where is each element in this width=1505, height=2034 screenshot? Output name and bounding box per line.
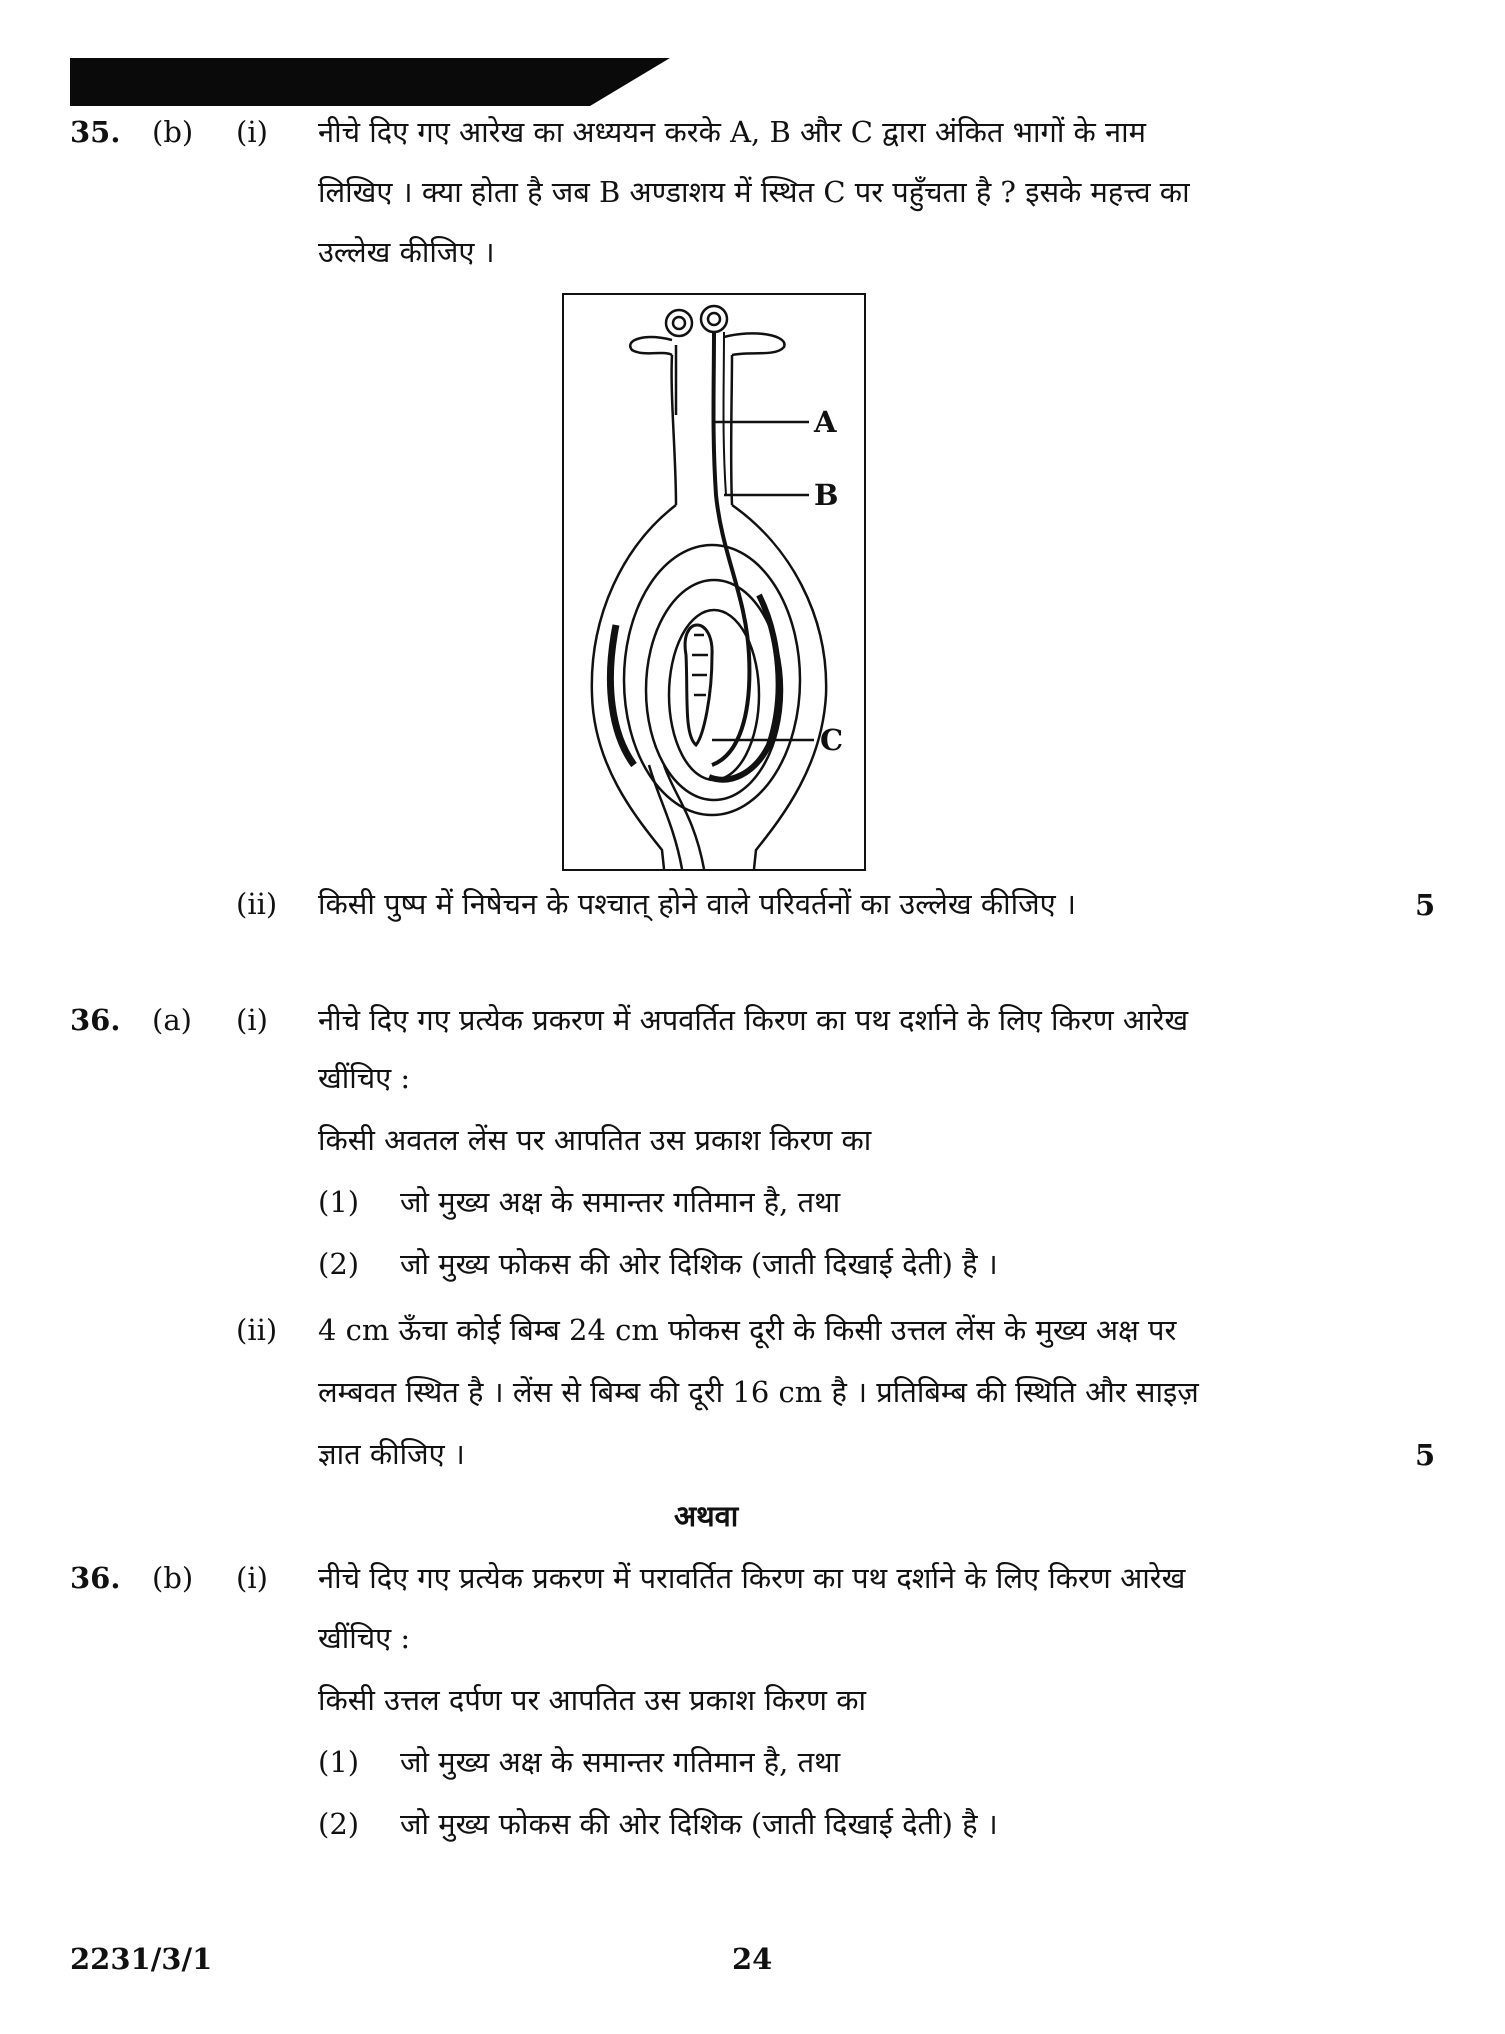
pollen-grain-icon [666,310,692,336]
question-text-line: खींचिए : [318,1061,411,1095]
pistil-diagram [562,293,866,871]
question-text-line: किसी उत्तल दर्पण पर आपतित उस प्रकाश किरण का [318,1683,866,1717]
list-item-number: (1) [318,1745,360,1779]
list-item-number: (2) [318,1807,360,1841]
question-number: 36. [70,1561,121,1595]
question-text-line: खींचिए : [318,1621,411,1655]
question-part: (b) [152,1561,194,1595]
question-text-line: उल्लेख कीजिए । [318,235,495,269]
question-number: 36. [70,1003,121,1037]
question-text-line: नीचे दिए गए प्रत्येक प्रकरण में अपवर्तित किरण का पथ दर्शाने के लिए किरण आरेख [318,1003,1189,1037]
figure-label-a: A [814,405,837,439]
list-item-text: जो मुख्य फोकस की ओर दिशिक (जाती दिखाई देती) है । [400,1807,998,1841]
page-number: 24 [732,1942,773,1976]
paper-code: 2231/3/1 [70,1942,213,1976]
question-number: 35. [70,115,121,149]
header-black-bar-taper [590,58,670,106]
sub-question-number: (ii) [236,1313,278,1347]
sub-question-number: (i) [236,1003,268,1037]
list-item-text: जो मुख्य फोकस की ओर दिशिक (जाती दिखाई देती) है । [400,1247,998,1281]
question-text-line: लिखिए । क्या होता है जब B अण्डाशय में स्थित C पर पहुँचता है ? इसके महत्त्व का [318,175,1190,209]
pollen-grain-icon [701,306,727,332]
question-text-line: किसी अवतल लेंस पर आपतित उस प्रकाश किरण का [318,1123,872,1157]
question-part: (b) [152,115,194,149]
sub-question-number: (ii) [236,887,278,921]
question-text-line: नीचे दिए गए आरेख का अध्ययन करके A, B और C द्वारा अंकित भागों के नाम [318,115,1146,149]
question-text-line: लम्बवत स्थित है । लेंस से बिम्ब की दूरी 16 cm है । प्रतिबिम्ब की स्थिति और साइज़ [318,1375,1199,1409]
list-item-number: (2) [318,1247,360,1281]
marks: 5 [1415,888,1436,922]
question-text-line: ज्ञात कीजिए । [318,1437,465,1471]
sub-question-number: (i) [236,1561,268,1595]
list-item-text: जो मुख्य अक्ष के समान्तर गतिमान है, तथा [400,1745,841,1779]
list-item-number: (1) [318,1185,360,1219]
header-black-bar [70,58,590,106]
question-part: (a) [152,1003,192,1037]
sub-question-number: (i) [236,115,268,149]
marks: 5 [1415,1438,1436,1472]
question-text-line: किसी पुष्प में निषेचन के पश्चात् होने वाले परिवर्तनों का उल्लेख कीजिए । [318,887,1076,921]
figure-label-b: B [814,478,839,512]
pistil-diagram-svg [564,295,864,869]
figure-label-c: C [820,723,844,757]
question-text-line: नीचे दिए गए प्रत्येक प्रकरण में परावर्तित किरण का पथ दर्शाने के लिए किरण आरेख [318,1561,1186,1595]
or-separator: अथवा [674,1499,739,1533]
question-text-line: 4 cm ऊँचा कोई बिम्ब 24 cm फोकस दूरी के किसी उत्तल लेंस के मुख्य अक्ष पर [318,1313,1177,1347]
list-item-text: जो मुख्य अक्ष के समान्तर गतिमान है, तथा [400,1185,841,1219]
